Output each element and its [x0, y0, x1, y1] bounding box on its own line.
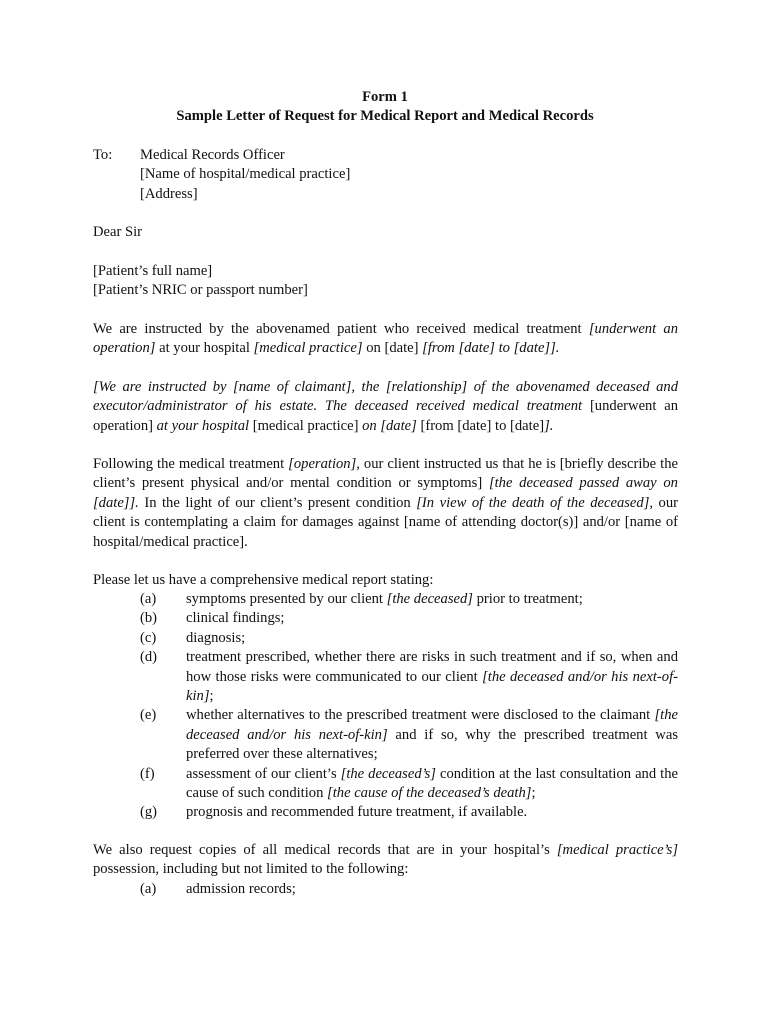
- form-number: Form 1: [362, 89, 408, 105]
- addressee-line: [Name of hospital/medical practice]: [140, 166, 351, 183]
- paragraph-records-request: We also request copies of all medical records that are in your hospital’s [medical practice’s] possession, including but not limited to the following:: [93, 842, 678, 878]
- list-item: (a) symptoms presented by our client [the deceased] prior to treatment;: [140, 591, 583, 607]
- paragraph-patient-treatment: We are instructed by the abovenamed patient who received medical treatment [underwent an operation] at your hospital [medical practice] on [date] [from [date] to [date]].: [93, 321, 678, 357]
- list-item: (g) prognosis and recommended future treatment, if available.: [140, 804, 528, 821]
- list-item: (e) whether alternatives to the prescribed treatment were disclosed to the claimant [the deceased and/or his next-of-kin] and if so, why the prescribed treatment was preferred over these alternatives;: [140, 707, 679, 763]
- paragraph-deceased-treatment: [We are instructed by [name of claimant], the [relationship] of the abovenamed deceased and executor/administrator of his estate. The deceased received medical treatment [underwent an operation] at your hospital [medical practice] on [date] [from [date] to [date]].: [93, 379, 678, 434]
- to-label: To:: [93, 147, 113, 163]
- form-title: Sample Letter of Request for Medical Report and Medical Records: [176, 108, 594, 124]
- list-item: (a) admission records;: [140, 881, 296, 897]
- list-item: (b) clinical findings;: [140, 610, 285, 627]
- list-item: (c) diagnosis;: [140, 629, 246, 646]
- patient-details: [93, 262, 678, 301]
- list-item: (d) treatment prescribed, whether there are risks in such treatment and if so, when and how those risks were communicated to our client [the deceased and/or his next-of-kin];: [140, 649, 678, 705]
- list-item: (f) assessment of our client’s [the deceased’s] condition at the last consultation and the cause of such condition [the cause of the deceased’s death];: [140, 765, 678, 802]
- addressee-line: [Address]: [140, 185, 198, 202]
- paragraph-claim: Following the medical treatment [operation], our client instructed us that he is [briefly describe the client’s present physical and/or mental condition or symptoms] [the deceased passed away on [date]]. In the light of our client’s present condition [In view of the death of the deceased], our client is contemplating a claim for damages against [name of attending doctor(s)] and/or [name of hospital/medical practice].: [93, 456, 678, 550]
- addressee-line: Medical Records Officer: [140, 147, 285, 163]
- records-request-list: [93, 880, 678, 899]
- report-request-intro: Please let us have a comprehensive medical report stating:: [93, 572, 434, 588]
- patient-id-line: [Patient’s NRIC or passport number]: [93, 282, 308, 299]
- report-request-list: [93, 590, 678, 823]
- salutation: Dear Sir: [93, 224, 143, 240]
- addressee-block: [140, 146, 350, 204]
- patient-name-line: [Patient’s full name]: [93, 263, 213, 279]
